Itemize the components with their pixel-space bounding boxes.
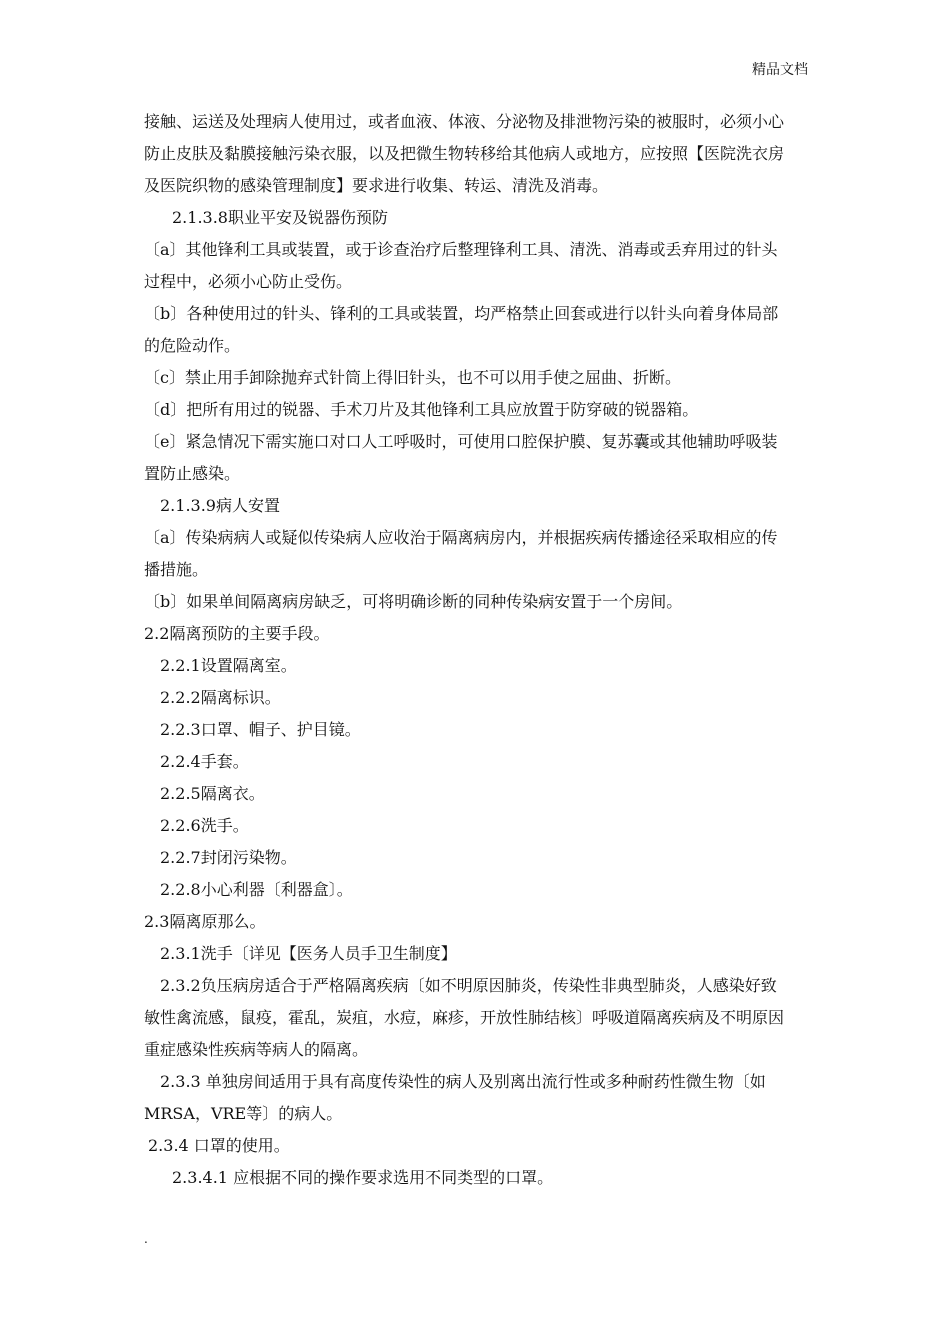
section-heading: 2.3.4 口罩的使用。 <box>148 1136 290 1155</box>
footer-mark: . <box>144 1232 148 1246</box>
paragraph-line: MRSA，VRE等〕的病人。 <box>144 1104 343 1123</box>
list-item-line: 〔b〕如果单间隔离病房缺乏，可将明确诊断的同种传染病安置于一个房间。 <box>144 592 683 611</box>
list-item-line: 〔b〕各种使用过的针头、锋利的工具或装置，均严格禁止回套或进行以针头向着身体局部 <box>144 304 779 323</box>
paragraph-line: 2.3.3 单独房间适用于具有高度传染性的病人及别离出流行性或多种耐药性微生物〔如 <box>160 1072 766 1091</box>
list-item-line: 的危险动作。 <box>144 336 241 355</box>
list-item-line: 2.2.1设置隔离室。 <box>160 656 297 675</box>
list-item-line: 2.2.7封闭污染物。 <box>160 848 297 867</box>
list-item-line: 置防止感染。 <box>144 464 241 483</box>
section-heading: 2.2隔离预防的主要手段。 <box>144 624 330 643</box>
paragraph-line: 2.3.1洗手〔详见【医务人员手卫生制度】 <box>160 944 457 963</box>
list-item-line: 2.2.3口罩、帽子、护目镜。 <box>160 720 361 739</box>
list-item-line: 2.2.8小心利器〔利器盒〕。 <box>160 880 353 899</box>
page-header: 精品文档 <box>752 62 808 78</box>
paragraph-line: 防止皮肤及黏膜接触污染衣服，以及把微生物转移给其他病人或地方，应按照【医院洗衣房 <box>144 144 785 163</box>
list-item-line: 〔a〕传染病病人或疑似传染病人应收治于隔离病房内，并根据疾病传播途径采取相应的传 <box>144 528 778 547</box>
document-body <box>144 106 824 1194</box>
paragraph-line: 2.3.2负压病房适合于严格隔离疾病〔如不明原因肺炎，传染性非典型肺炎，人感染好致 <box>160 976 777 995</box>
list-item-line: 〔d〕把所有用过的锐器、手术刀片及其他锋利工具应放置于防穿破的锐器箱。 <box>144 400 699 419</box>
section-heading: 2.3隔离原那么。 <box>144 912 266 931</box>
list-item-line: 2.2.2隔离标识。 <box>160 688 281 707</box>
paragraph-line: 重症感染性疾病等病人的隔离。 <box>144 1040 369 1059</box>
paragraph-line: 及医院织物的感染管理制度】要求进行收集、转运、清洗及消毒。 <box>144 176 609 195</box>
section-heading: 2.1.3.9病人安置 <box>160 496 280 515</box>
list-item-line: 2.2.5隔离衣。 <box>160 784 265 803</box>
list-item-line: 过程中，必须小心防止受伤。 <box>144 272 353 291</box>
list-item-line: 播措施。 <box>144 560 209 579</box>
section-heading: 2.1.3.8职业平安及锐器伤预防 <box>172 208 388 227</box>
paragraph-line: 2.3.4.1 应根据不同的操作要求选用不同类型的口罩。 <box>172 1168 554 1187</box>
list-item-line: 〔a〕其他锋利工具或装置，或于诊查治疗后整理锋利工具、清洗、消毒或丢弃用过的针头 <box>144 240 778 259</box>
list-item-line: 〔c〕禁止用手卸除抛弃式针筒上得旧针头，也不可以用手使之屈曲、折断。 <box>144 368 681 387</box>
paragraph-line: 接触、运送及处理病人使用过，或者血液、体液、分泌物及排泄物污染的被服时，必须小心 <box>144 112 785 131</box>
list-item-line: 〔e〕紧急情况下需实施口对口人工呼吸时，可使用口腔保护膜、复苏囊或其他辅助呼吸装 <box>144 432 778 451</box>
paragraph-line: 敏性禽流感，鼠疫，霍乱，炭疽，水痘，麻疹，开放性肺结核〕呼吸道隔离疾病及不明原因 <box>144 1008 785 1027</box>
list-item-line: 2.2.6洗手。 <box>160 816 249 835</box>
list-item-line: 2.2.4手套。 <box>160 752 249 771</box>
